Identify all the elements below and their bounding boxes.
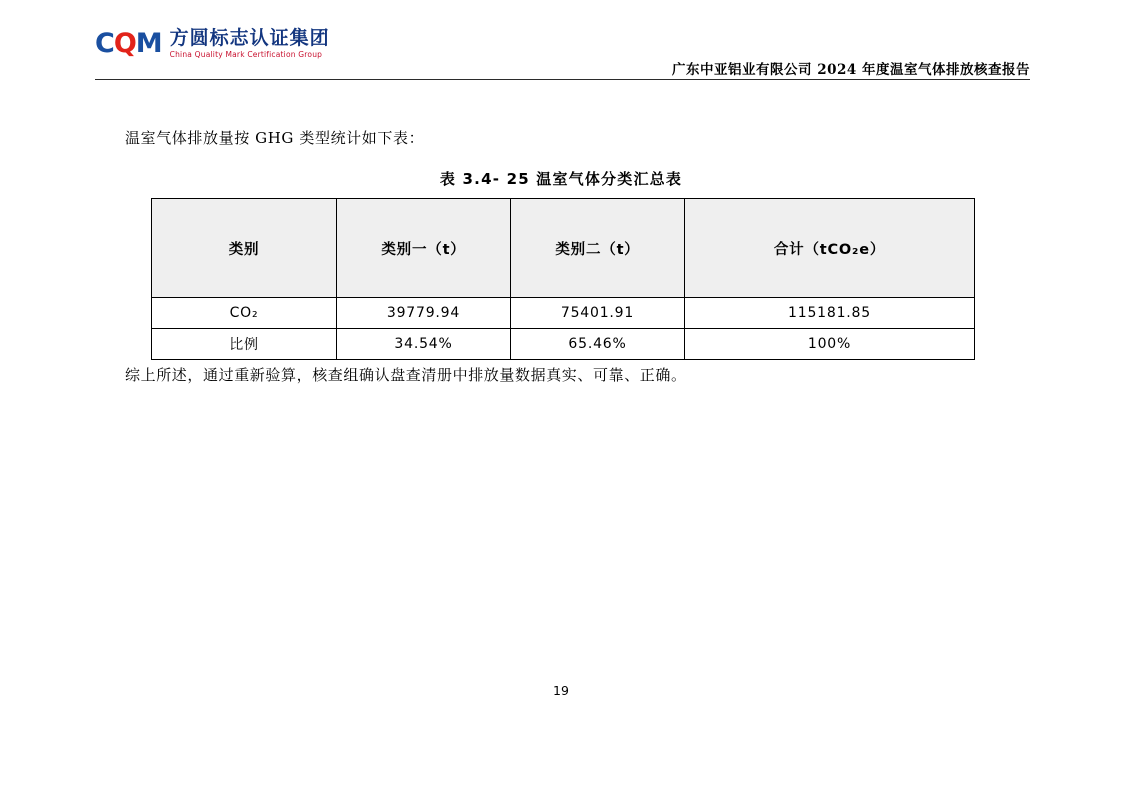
table-header-cell-category-one: 类别一（t） (337, 199, 511, 298)
page-number: 19 (553, 683, 569, 698)
table-cell-row-label: 比例 (152, 329, 337, 360)
cqm-logo-mark: CQM (95, 28, 162, 60)
conclusion-paragraph: 综上所述，通过重新验算，核查组确认盘查清册中排放量数据真实、可靠、正确。 (125, 366, 687, 384)
logo-name-en: China Quality Mark Certification Group (169, 49, 323, 59)
intro-paragraph: 温室气体排放量按 GHG 类型统计如下表： (125, 129, 425, 147)
table-header-cell-total: 合计（tCO₂e） (685, 199, 975, 298)
table-cell-category-two: 65.46% (511, 329, 685, 360)
table-header-row (152, 199, 975, 298)
document-header-title: 广东中亚铝业有限公司 2024 年度温室气体排放核查报告 (672, 62, 1030, 78)
page-header (95, 28, 1030, 80)
table-caption: 表 3.4- 25 温室气体分类汇总表 (439, 170, 683, 188)
logo-name-cn: 方圆标志认证集团 (169, 27, 330, 49)
logo-text-block (170, 28, 330, 59)
table-header-cell-category-two: 类别二（t） (511, 199, 685, 298)
table-row (152, 329, 975, 360)
company-logo (95, 28, 330, 59)
table-cell-total: 100% (685, 329, 975, 360)
table-header-cell-category: 类别 (152, 199, 337, 298)
table-cell-category-one: 39779.94 (337, 298, 511, 329)
table-cell-row-label: CO₂ (152, 298, 337, 329)
table-row (152, 298, 975, 329)
table-cell-category-two: 75401.91 (511, 298, 685, 329)
table-cell-total: 115181.85 (685, 298, 975, 329)
table-cell-category-one: 34.54% (337, 329, 511, 360)
ghg-summary-table (151, 198, 975, 360)
header-divider (95, 79, 1030, 80)
